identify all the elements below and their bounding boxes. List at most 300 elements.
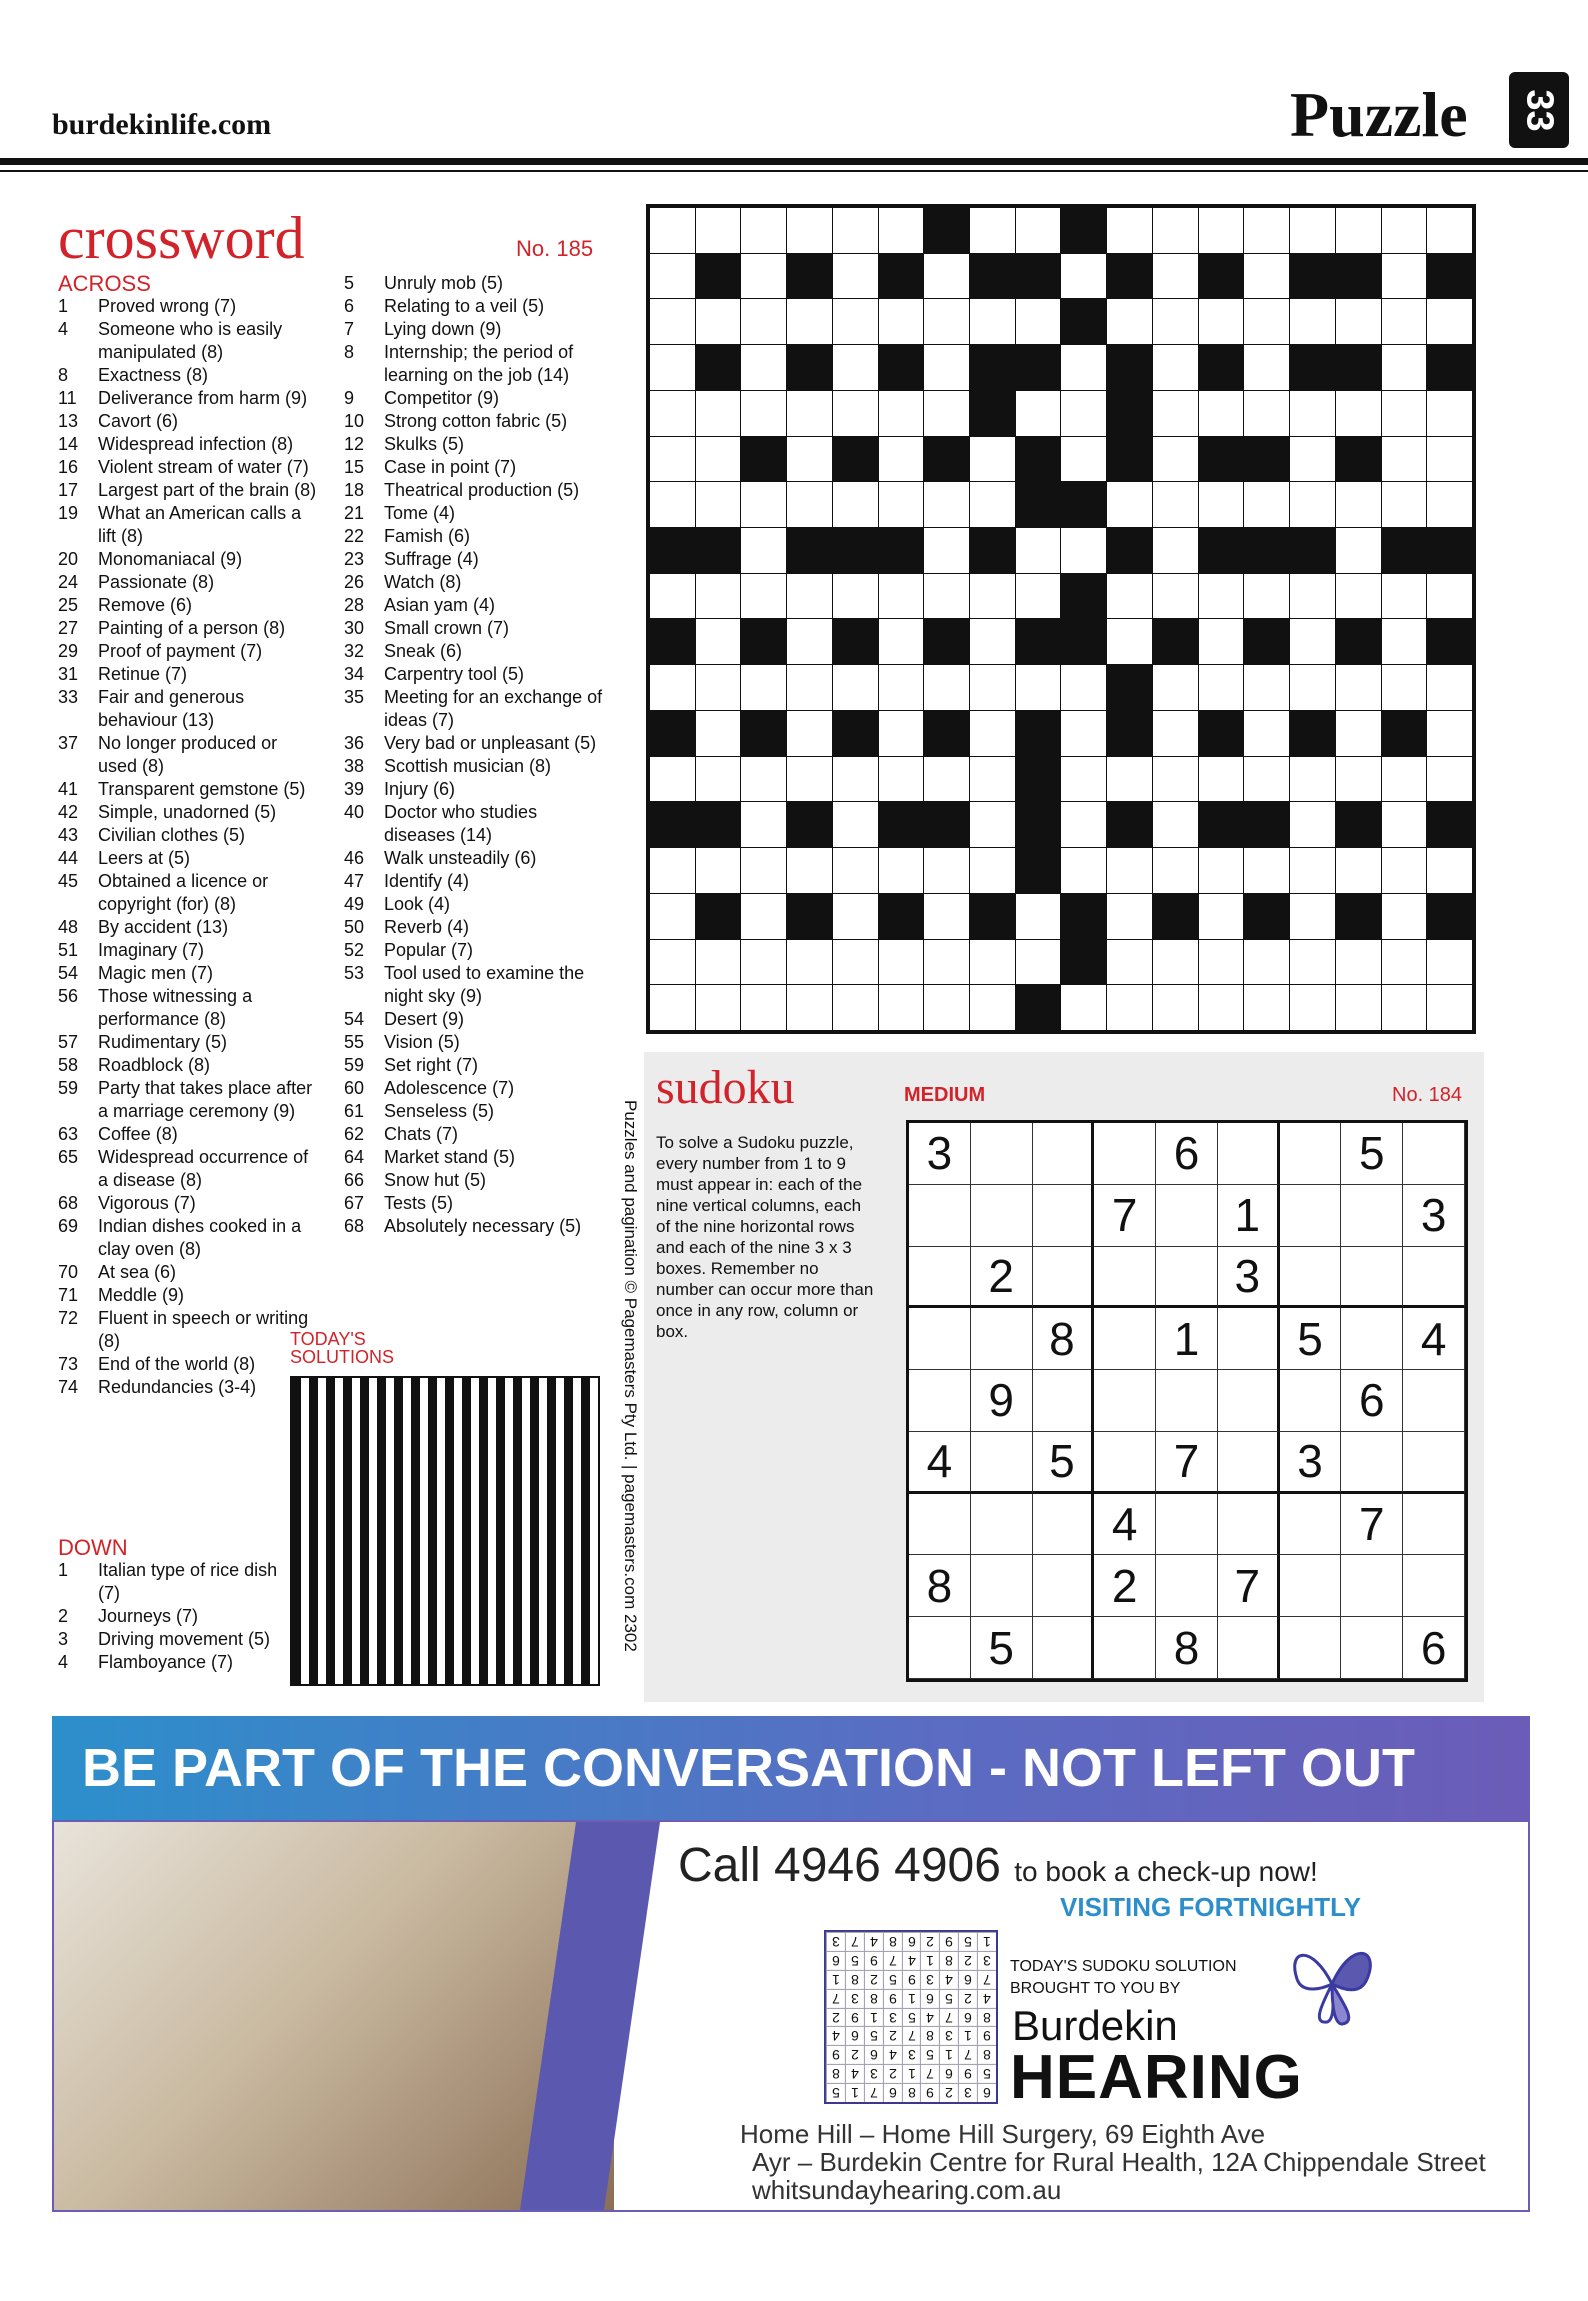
clue-item <box>344 732 606 755</box>
crossword-cell <box>1427 848 1472 893</box>
crossword-cell <box>924 848 969 893</box>
clue-item <box>344 502 606 525</box>
crossword-cell <box>696 208 741 253</box>
solution-cell: 2 <box>958 1989 977 2008</box>
clue-number: 18 <box>344 480 365 500</box>
sudoku-cell <box>909 1185 971 1247</box>
clue-item <box>344 525 606 548</box>
sudoku-cell <box>1403 1247 1465 1309</box>
crossword-cell <box>970 619 1015 664</box>
solution-cell: 5 <box>939 1989 958 2008</box>
sudoku-cell <box>1094 1308 1156 1370</box>
clue-number: 33 <box>58 687 79 707</box>
crossword-cell <box>787 848 832 893</box>
ad-solution-note-2: BROUGHT TO YOU BY <box>1010 1980 1181 1997</box>
sudoku-cell <box>909 1308 971 1370</box>
crossword-cell <box>1016 574 1061 619</box>
crossword-cell <box>1107 757 1152 802</box>
clue-item <box>344 410 606 433</box>
crossword-cell <box>1336 940 1381 985</box>
clue-text: Tool used to examine the night sky (9) <box>384 963 585 1006</box>
black-square <box>1336 619 1381 664</box>
clue-item <box>344 341 606 387</box>
black-square <box>970 345 1015 390</box>
sudoku-cell <box>1218 1432 1280 1494</box>
clue-text: Widespread occurrence of a disease (8) <box>98 1147 309 1190</box>
crossword-cell <box>1153 940 1198 985</box>
crossword-cell <box>1290 299 1335 344</box>
crossword-cell <box>1153 711 1198 756</box>
clue-text: Violent stream of water (7) <box>98 457 309 477</box>
sudoku-instructions: To solve a Sudoku puzzle, every number from 1 to 9 must appear in: each of the nine vertical columns, each of the nine horizontal rows and each of the nine 3 x 3 boxes. Remember no number can occur more than once in any row, column or box. <box>656 1133 874 1341</box>
clue-number: 43 <box>58 825 79 845</box>
clue-text: Tests (5) <box>384 1193 454 1213</box>
clue-text: What an American calls a lift (8) <box>98 503 302 546</box>
crossword-cell <box>970 208 1015 253</box>
solution-cell: 3 <box>826 1932 845 1951</box>
black-square <box>970 894 1015 939</box>
crossword-cell <box>1290 208 1335 253</box>
clue-text: Senseless (5) <box>384 1101 495 1121</box>
black-square <box>787 894 832 939</box>
solution-cell: 5 <box>864 2026 883 2045</box>
clue-number: 49 <box>344 894 365 914</box>
crossword-cell <box>1336 985 1381 1030</box>
crossword-cell <box>970 482 1015 527</box>
black-square <box>1061 208 1106 253</box>
crossword-cell <box>1382 848 1427 893</box>
crossword-cell <box>1336 848 1381 893</box>
solution-cell: 9 <box>826 2045 845 2064</box>
clue-text: Someone who is easily manipulated (8) <box>98 319 283 362</box>
clue-item <box>58 1353 320 1376</box>
sudoku-number: No. 184 <box>1392 1084 1463 1106</box>
crossword-cell <box>833 894 878 939</box>
clue-item <box>344 1192 606 1215</box>
clue-item <box>58 502 320 548</box>
crossword-cell <box>879 665 924 710</box>
black-square <box>787 528 832 573</box>
down-clues-left <box>58 1536 298 1674</box>
crossword-cell <box>1153 574 1198 619</box>
clue-number: 41 <box>58 779 79 799</box>
clue-item <box>58 433 320 456</box>
clue-text: Painting of a person (8) <box>98 618 286 638</box>
ad-banner: BE PART OF THE CONVERSATION - NOT LEFT OUT <box>52 1716 1530 1820</box>
crossword-cell <box>1016 208 1061 253</box>
black-square <box>1199 528 1244 573</box>
sudoku-cell <box>909 1494 971 1556</box>
clue-text: Remove (6) <box>98 595 193 615</box>
clue-text: Absolutely necessary (5) <box>384 1216 582 1236</box>
black-square <box>741 437 786 482</box>
solution-cell: 7 <box>864 2083 883 2102</box>
crossword-cell <box>650 985 695 1030</box>
solution-cell: 4 <box>845 2064 864 2083</box>
crossword-cell <box>924 299 969 344</box>
crossword-cell <box>787 437 832 482</box>
clue-number: 63 <box>58 1124 79 1144</box>
clue-number: 1 <box>58 296 69 316</box>
crossword-cell <box>833 802 878 847</box>
sudoku-cell <box>1218 1617 1280 1679</box>
ad-website: whitsundayhearing.com.au <box>752 2175 1062 2205</box>
clue-text: Sneak (6) <box>384 641 463 661</box>
crossword-cell <box>1199 574 1244 619</box>
solution-cell: 9 <box>939 1932 958 1951</box>
black-square <box>1290 711 1335 756</box>
crossword-cell <box>924 574 969 619</box>
clue-item <box>344 456 606 479</box>
crossword-cell <box>1107 985 1152 1030</box>
black-square <box>1244 894 1289 939</box>
clue-number: 2 <box>58 1606 69 1626</box>
clue-text: Popular (7) <box>384 940 474 960</box>
clue-number: 40 <box>344 802 365 822</box>
clue-text: Italian type of rice dish (7) <box>98 1560 278 1603</box>
clue-number: 26 <box>344 572 365 592</box>
solution-cell: 6 <box>958 1970 977 1989</box>
crossword-cell <box>1153 482 1198 527</box>
clue-item <box>344 1123 606 1146</box>
crossword-cell <box>741 482 786 527</box>
crossword-cell <box>1199 208 1244 253</box>
solution-cell: 2 <box>958 1951 977 1970</box>
sudoku-cell <box>1033 1247 1095 1309</box>
black-square <box>1016 848 1061 893</box>
black-square <box>879 345 924 390</box>
black-square <box>1107 802 1152 847</box>
solution-cell: 7 <box>958 2045 977 2064</box>
crossword-cell <box>696 299 741 344</box>
solution-cell: 1 <box>958 2026 977 2045</box>
clue-item <box>344 1215 606 1238</box>
solution-cell: 9 <box>883 1989 902 2008</box>
crossword-cell <box>833 665 878 710</box>
page-number: 33 <box>1518 88 1561 132</box>
solution-cell: 5 <box>826 2083 845 2102</box>
sudoku-cell <box>1218 1494 1280 1556</box>
solution-cell: 4 <box>826 2026 845 2045</box>
sudoku-cell <box>971 1185 1033 1247</box>
clue-text: Set right (7) <box>384 1055 479 1075</box>
crossword-cell <box>741 391 786 436</box>
sudoku-cell <box>1218 1123 1280 1185</box>
solution-cell: 4 <box>883 2045 902 2064</box>
across-heading: ACROSS <box>58 271 151 296</box>
clue-item <box>344 617 606 640</box>
solution-cell: 2 <box>883 2064 902 2083</box>
black-square <box>1427 528 1472 573</box>
clue-number: 4 <box>58 1652 69 1672</box>
clue-text: At sea (6) <box>98 1262 177 1282</box>
solution-cell: 9 <box>902 1970 921 1989</box>
sudoku-cell <box>1280 1555 1342 1617</box>
clue-number: 3 <box>58 1629 69 1649</box>
clue-number: 58 <box>58 1055 79 1075</box>
solution-cell: 2 <box>920 1932 939 1951</box>
clue-item <box>58 824 320 847</box>
clue-number: 42 <box>58 802 79 822</box>
header-rule-thin <box>0 170 1588 172</box>
crossword-cell <box>741 299 786 344</box>
crossword-cell <box>1199 619 1244 664</box>
clue-text: Journeys (7) <box>98 1606 199 1626</box>
crossword-cell <box>650 254 695 299</box>
clue-item <box>58 456 320 479</box>
clue-number: 64 <box>344 1147 365 1167</box>
crossword-cell <box>1199 482 1244 527</box>
clue-item <box>58 916 320 939</box>
crossword-cell <box>1153 254 1198 299</box>
clue-number: 22 <box>344 526 365 546</box>
clue-number: 66 <box>344 1170 365 1190</box>
solution-cell: 5 <box>845 1951 864 1970</box>
black-square <box>1199 711 1244 756</box>
clue-text: Suffrage (4) <box>384 549 479 569</box>
sudoku-cell <box>1033 1185 1095 1247</box>
clue-item <box>344 1100 606 1123</box>
clue-number: 30 <box>344 618 365 638</box>
sudoku-cell <box>971 1494 1033 1556</box>
sudoku-cell: 6 <box>1156 1123 1218 1185</box>
sudoku-cell <box>909 1247 971 1309</box>
crossword-cell <box>1016 391 1061 436</box>
clue-item <box>344 1169 606 1192</box>
sudoku-cell <box>1280 1247 1342 1309</box>
crossword-cell <box>1382 940 1427 985</box>
crossword-cell <box>879 391 924 436</box>
ad-phone: Call 4946 4906 <box>678 1839 1001 1892</box>
crossword-cell <box>1336 391 1381 436</box>
crossword-cell <box>924 985 969 1030</box>
crossword-cell <box>1016 665 1061 710</box>
black-square <box>1382 528 1427 573</box>
clue-text: Obtained a licence or copyright (for) (8) <box>98 871 269 914</box>
crossword-cell <box>1153 985 1198 1030</box>
solution-cell: 6 <box>845 2026 864 2045</box>
sudoku-cell <box>971 1308 1033 1370</box>
sudoku-cell <box>1094 1247 1156 1309</box>
black-square <box>1199 437 1244 482</box>
crossword-cell <box>1290 985 1335 1030</box>
sudoku-cell: 6 <box>1403 1617 1465 1679</box>
crossword-cell <box>787 665 832 710</box>
solutions-title-line2: SOLUTIONS <box>290 1347 395 1367</box>
crossword-cell <box>696 574 741 619</box>
crossword-cell <box>1244 345 1289 390</box>
clue-number: 68 <box>58 1193 79 1213</box>
crossword-cell <box>696 391 741 436</box>
clue-number: 29 <box>58 641 79 661</box>
crossword-cell <box>1244 254 1289 299</box>
sudoku-cell <box>1341 1185 1403 1247</box>
crossword-cell <box>1336 208 1381 253</box>
crossword-cell <box>970 940 1015 985</box>
crossword-cell <box>970 574 1015 619</box>
solution-cell: 4 <box>902 1951 921 1970</box>
crossword-cell <box>1382 574 1427 619</box>
clue-number: 67 <box>344 1193 365 1213</box>
solution-cell: 3 <box>920 1970 939 1989</box>
crossword-cell <box>1107 482 1152 527</box>
black-square <box>970 391 1015 436</box>
clue-item <box>58 663 320 686</box>
black-square <box>833 619 878 664</box>
crossword-cell <box>1061 345 1106 390</box>
clue-number: 11 <box>58 388 77 408</box>
clue-item <box>58 364 320 387</box>
black-square <box>879 802 924 847</box>
clue-number: 54 <box>344 1009 365 1029</box>
solution-cell: 8 <box>920 2026 939 2045</box>
crossword-cell <box>787 574 832 619</box>
crossword-cell <box>1061 985 1106 1030</box>
crossword-cell <box>741 208 786 253</box>
clue-number: 72 <box>58 1308 79 1328</box>
crossword-cell <box>1153 437 1198 482</box>
page-number-badge <box>1509 72 1569 148</box>
crossword-cell <box>1199 665 1244 710</box>
clue-item <box>344 755 606 778</box>
crossword-cell <box>1336 528 1381 573</box>
crossword-cell <box>970 985 1015 1030</box>
clue-item <box>58 985 320 1031</box>
sudoku-cell <box>1094 1432 1156 1494</box>
clue-text: Asian yam (4) <box>384 595 496 615</box>
crossword-cell <box>1427 665 1472 710</box>
crossword-cell <box>787 619 832 664</box>
clue-number: 69 <box>58 1216 79 1236</box>
crossword-cell <box>1382 665 1427 710</box>
black-square <box>1427 254 1472 299</box>
solution-cell: 8 <box>902 2083 921 2102</box>
crossword-cell <box>1336 482 1381 527</box>
sudoku-cell: 7 <box>1156 1432 1218 1494</box>
ad-address <box>740 2120 1486 2204</box>
black-square <box>1199 345 1244 390</box>
black-square <box>1336 437 1381 482</box>
crossword-cell <box>1107 574 1152 619</box>
sudoku-cell <box>1218 1370 1280 1432</box>
black-square <box>1016 711 1061 756</box>
clue-item <box>344 916 606 939</box>
crossword-cell <box>1107 619 1152 664</box>
clue-item <box>58 1559 298 1605</box>
crossword-cell <box>741 848 786 893</box>
solution-cell: 9 <box>845 2008 864 2027</box>
clue-text: Chats (7) <box>384 1124 459 1144</box>
crossword-cell <box>1244 391 1289 436</box>
black-square <box>1016 437 1061 482</box>
crossword-cell <box>1153 757 1198 802</box>
black-square <box>1107 711 1152 756</box>
clue-item <box>344 686 606 732</box>
crossword-cell <box>1336 665 1381 710</box>
black-square <box>1199 802 1244 847</box>
crossword-cell <box>1382 482 1427 527</box>
solution-cell: 7 <box>826 1989 845 2008</box>
solution-cell: 6 <box>920 1989 939 2008</box>
clue-text: Deliverance from harm (9) <box>98 388 308 408</box>
solution-cell: 9 <box>920 2083 939 2102</box>
clue-number: 46 <box>344 848 365 868</box>
crossword-cell <box>879 711 924 756</box>
black-square <box>1244 619 1289 664</box>
black-square <box>1061 940 1106 985</box>
crossword-cell <box>833 254 878 299</box>
clue-number: 36 <box>344 733 365 753</box>
clue-number: 5 <box>344 273 355 293</box>
black-square <box>1290 345 1335 390</box>
clue-text: Monomaniacal (9) <box>98 549 243 569</box>
sudoku-cell <box>1341 1247 1403 1309</box>
clue-number: 56 <box>58 986 79 1006</box>
crossword-cell <box>970 802 1015 847</box>
sudoku-cell: 8 <box>909 1555 971 1617</box>
crossword-cell <box>696 985 741 1030</box>
clue-text: Proved wrong (7) <box>98 296 237 316</box>
clue-text: Reverb (4) <box>384 917 470 937</box>
black-square <box>1153 894 1198 939</box>
clue-item <box>344 801 606 847</box>
crossword-cell <box>650 437 695 482</box>
clue-number: 37 <box>58 733 79 753</box>
black-square <box>1016 757 1061 802</box>
crossword-cell <box>1199 985 1244 1030</box>
crossword-cell <box>1290 391 1335 436</box>
clue-number: 74 <box>58 1377 79 1397</box>
crossword-cell <box>650 574 695 619</box>
clue-text: Walk unsteadily (6) <box>384 848 537 868</box>
black-square <box>1290 254 1335 299</box>
clue-text: Party that takes place after a marriage ceremony (9) <box>98 1078 313 1121</box>
black-square <box>1107 437 1152 482</box>
sudoku-cell <box>909 1370 971 1432</box>
clue-number: 70 <box>58 1262 79 1282</box>
crossword-cell <box>833 848 878 893</box>
crossword-cell <box>1290 848 1335 893</box>
clue-number: 48 <box>58 917 79 937</box>
clue-number: 44 <box>58 848 79 868</box>
ad-solution-note-1: TODAY'S SUDOKU SOLUTION <box>1010 1958 1237 1975</box>
sudoku-cell: 1 <box>1218 1185 1280 1247</box>
crossword-cell <box>1244 574 1289 619</box>
clue-text: Small crown (7) <box>384 618 510 638</box>
crossword-cell <box>1382 254 1427 299</box>
clue-item <box>344 387 606 410</box>
clue-number: 38 <box>344 756 365 776</box>
black-square <box>1427 894 1472 939</box>
clue-item <box>58 1307 320 1353</box>
clue-number: 32 <box>344 641 365 661</box>
crossword-cell <box>1199 391 1244 436</box>
solution-cell: 5 <box>883 1970 902 1989</box>
crossword-cell <box>879 574 924 619</box>
crossword-cell <box>1107 940 1152 985</box>
solution-cell: 6 <box>864 2045 883 2064</box>
clue-number: 39 <box>344 779 365 799</box>
crossword-cell <box>1199 940 1244 985</box>
sudoku-cell <box>1033 1123 1095 1185</box>
black-square <box>1427 345 1472 390</box>
clue-text: Vigorous (7) <box>98 1193 196 1213</box>
crossword-cell <box>1382 345 1427 390</box>
crossword-cell <box>1290 437 1335 482</box>
clue-number: 10 <box>344 411 365 431</box>
sudoku-cell: 8 <box>1033 1308 1095 1370</box>
clue-number: 35 <box>344 687 365 707</box>
